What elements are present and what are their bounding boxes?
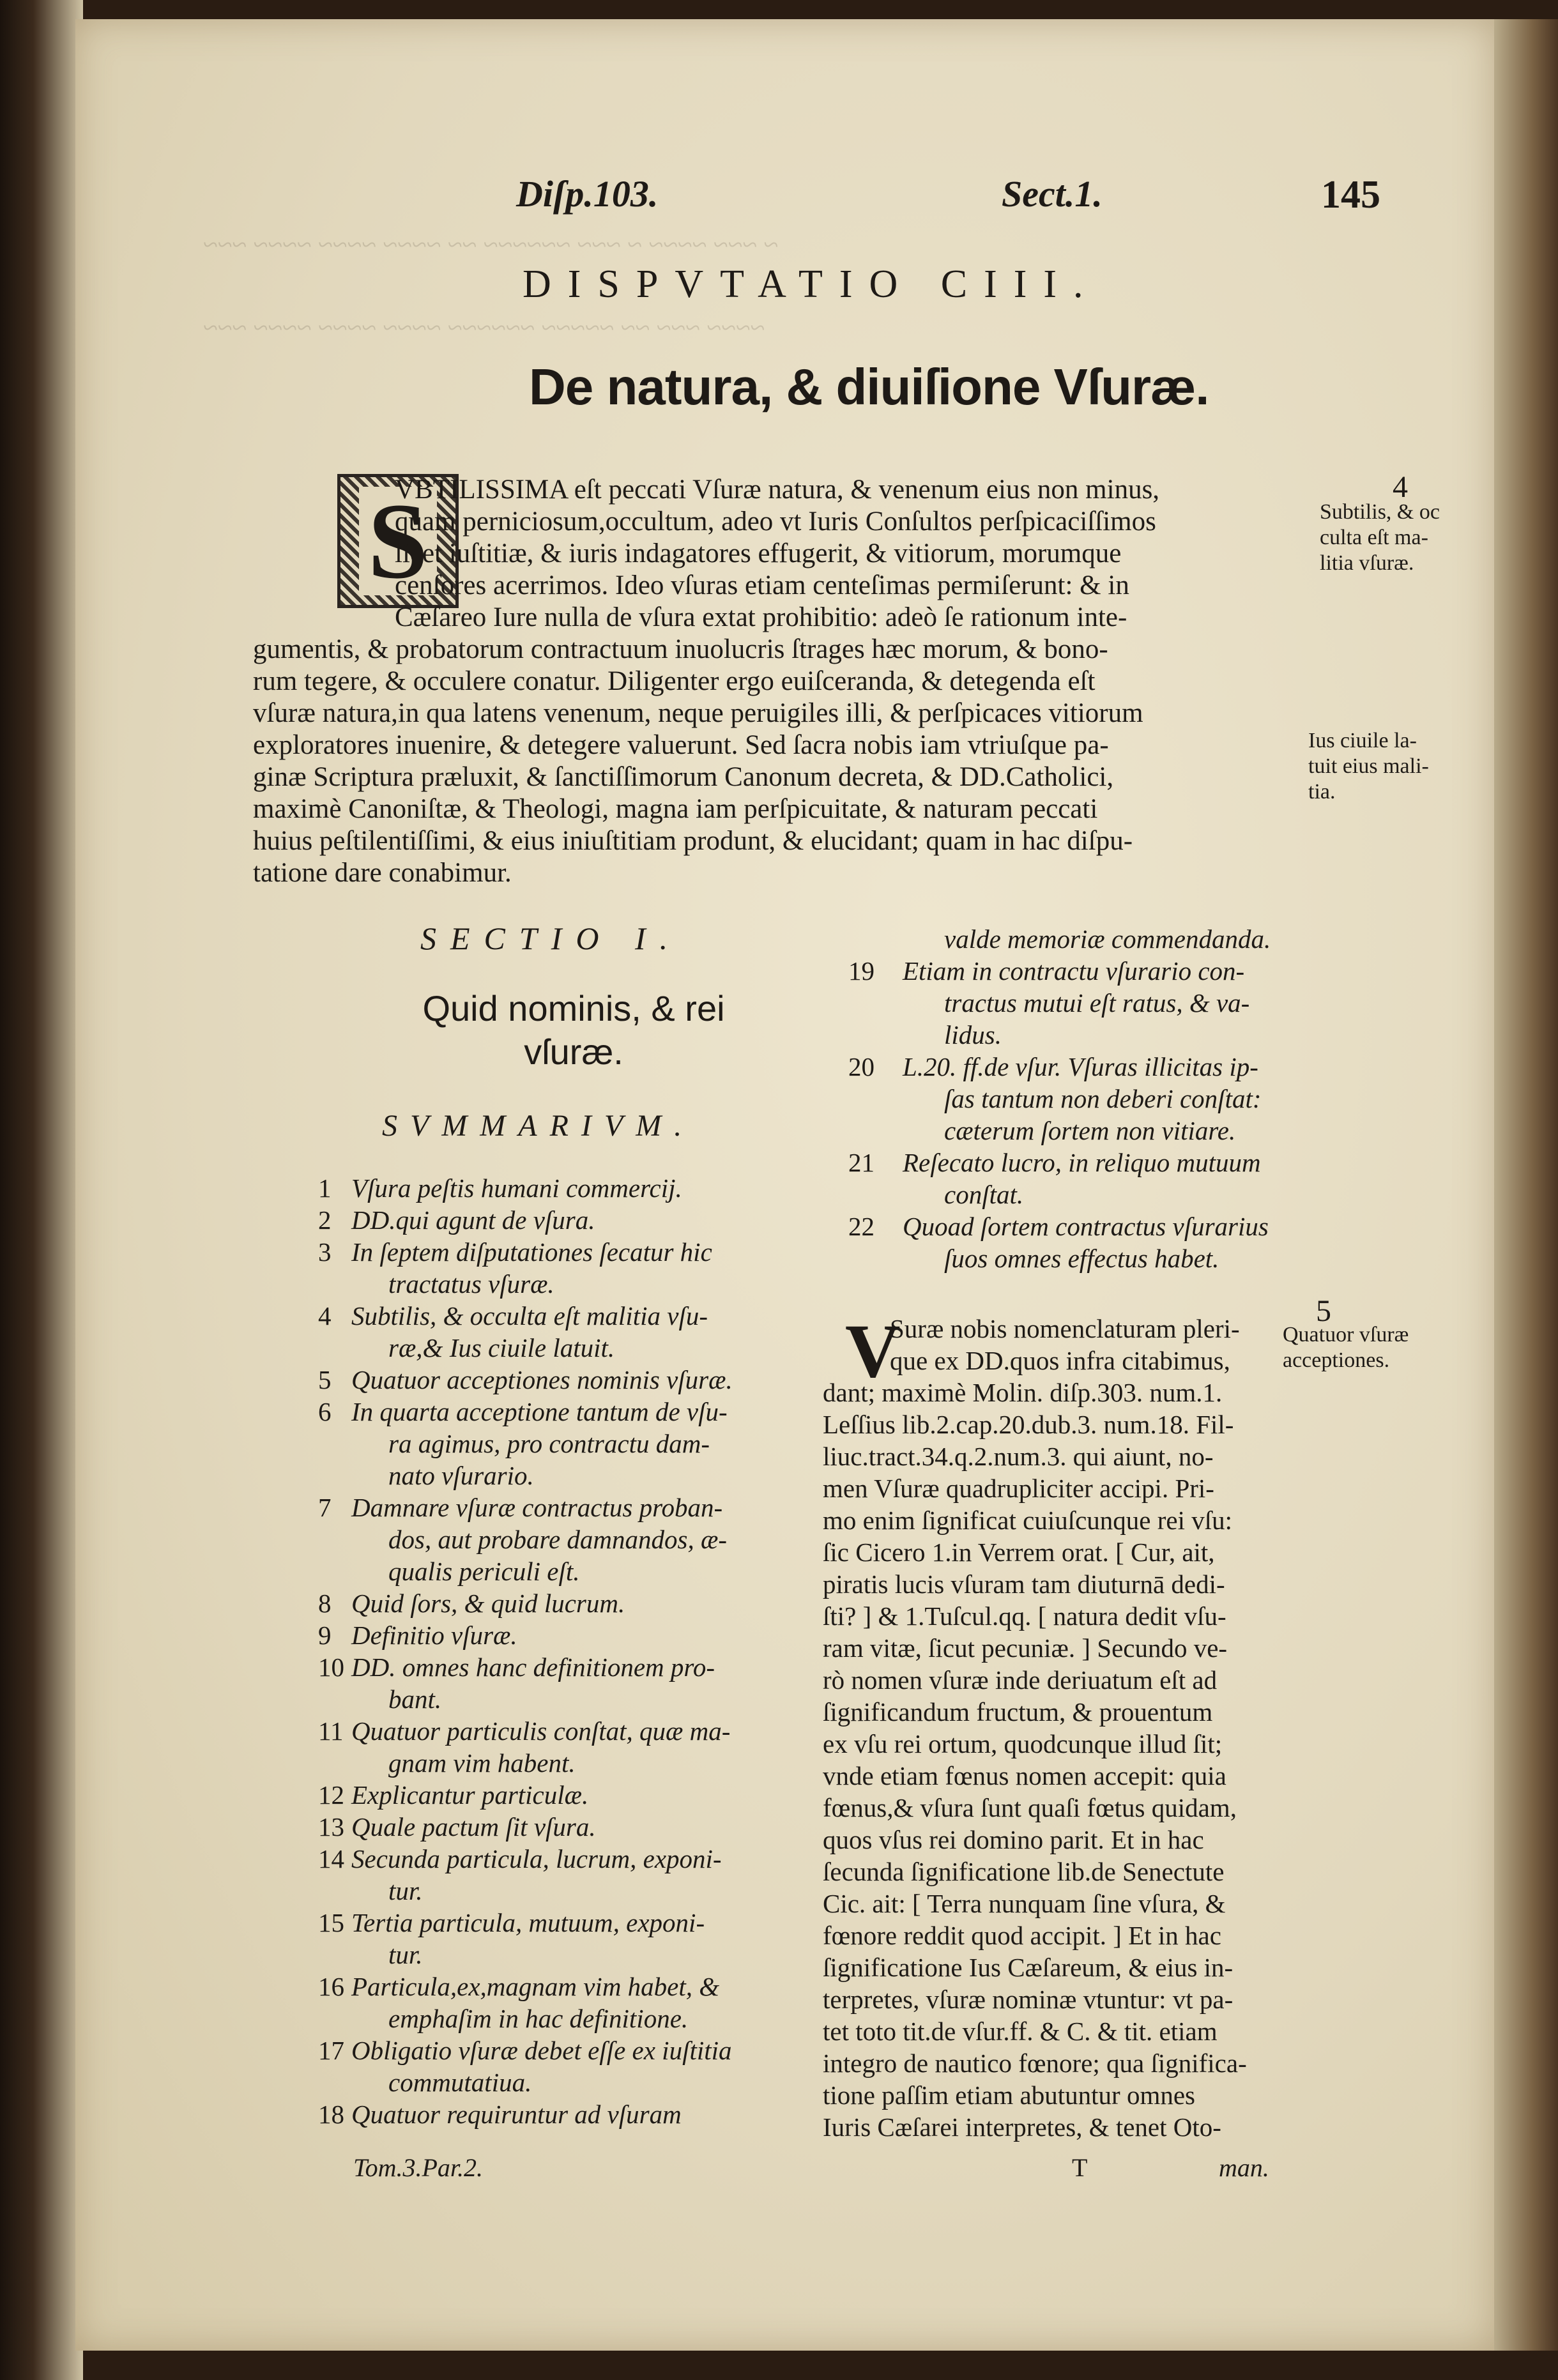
body-line: dant; maximè Molin. diſp.303. num.1. bbox=[823, 1378, 1223, 1407]
margin-note-line: Subtilis, & oc bbox=[1320, 500, 1440, 524]
body-line: tet toto tit.de vſur.ff. & C. & tit. etiam bbox=[823, 2017, 1218, 2046]
summary-number: 21 bbox=[848, 1148, 874, 1177]
summary-number: 7 bbox=[318, 1493, 332, 1522]
summary-text: bant. bbox=[388, 1684, 442, 1714]
summary-number: 3 bbox=[318, 1237, 332, 1267]
summary-number: 14 bbox=[318, 1844, 344, 1873]
margin-note-line: tuit eius mali- bbox=[1308, 754, 1429, 778]
body-initial: V bbox=[845, 1308, 901, 1393]
intro-line: cenſores acerrimos. Ideo vſuras etiam centeſimas permiſerunt: & in bbox=[395, 570, 1129, 600]
body-line: fœnore reddit quod accipit. ] Et in hac bbox=[823, 1921, 1221, 1950]
margin-note bbox=[1308, 728, 1429, 805]
summary-text: ra agimus, pro contractu dam- bbox=[388, 1429, 710, 1458]
summary-number: 19 bbox=[848, 956, 874, 986]
summary-number: 1 bbox=[318, 1173, 332, 1203]
body-line: Cic. ait: [ Terra nunquam ſine vſura, & bbox=[823, 1889, 1226, 1918]
summary-text: Quid ſors, & quid lucrum. bbox=[351, 1589, 625, 1618]
summary-text: tur. bbox=[388, 1940, 423, 1969]
summary-item bbox=[318, 1172, 829, 1204]
section-heading: SECTIO I. bbox=[420, 920, 682, 956]
margin-note-line: Quatuor vſuræ bbox=[1283, 1323, 1409, 1346]
summary-number: 5 bbox=[318, 1365, 332, 1394]
margin-note-line: litia vſuræ. bbox=[1320, 551, 1414, 575]
body-line: ſecunda ſignificatione lib.de Senectute bbox=[823, 1857, 1225, 1886]
summary-item bbox=[318, 1907, 829, 1971]
margin-note bbox=[1320, 500, 1440, 576]
summary-text: gnam vim habent. bbox=[388, 1748, 576, 1778]
summary-text: ſuos omnes effectus habet. bbox=[944, 1244, 1219, 1273]
summary-item bbox=[848, 1210, 1359, 1274]
body-line: ſti? ] & 1.Tuſcul.qq. [ natura dedit vſu- bbox=[823, 1601, 1226, 1631]
summary-text: lidus. bbox=[944, 1020, 1002, 1049]
margin-note-line: Ius ciuile la- bbox=[1308, 729, 1417, 752]
summary-heading: SVMMARIVM. bbox=[382, 1109, 695, 1143]
bleed-through-text: ~~~~ ~~~ ~~ ~~~~~ ~~~~~~ ~~~~ ~~~~ ~~~~ ~~~ bbox=[203, 314, 765, 343]
summary-text: DD.qui agunt de vſura. bbox=[351, 1205, 595, 1235]
left-book-edge bbox=[0, 0, 83, 2380]
summary-text: Particula,ex,magnam vim habet, & bbox=[351, 1972, 720, 2001]
summary-text: Quatuor acceptiones nominis vſuræ. bbox=[351, 1365, 733, 1394]
summary-text: commutatiua. bbox=[388, 2068, 532, 2097]
body-line: piratis lucis vſuram tam diuturnā dedi- bbox=[823, 1569, 1225, 1599]
summary-item bbox=[318, 1811, 829, 1843]
summary-item bbox=[318, 1491, 829, 1587]
book-page bbox=[75, 19, 1494, 2351]
intro-line: Cæſareo Iure nulla de vſura extat prohibitio: adeò ſe rationum inte- bbox=[395, 602, 1127, 632]
summary-number: 11 bbox=[318, 1716, 344, 1746]
drop-cap-letter: S bbox=[359, 487, 438, 595]
body-line: ram vitæ, ſicut pecuniæ. ] Secundo ve- bbox=[823, 1633, 1228, 1663]
summary-item bbox=[318, 1236, 829, 1300]
intro-line: quam perniciosum,occultum, adeo vt Iuris Conſultos perſpicaciſſimos bbox=[395, 507, 1156, 537]
body-line: ſic Cicero 1.in Verrem orat. [ Cur, ait, bbox=[823, 1537, 1215, 1567]
summary-text: In ſeptem diſputationes ſecatur hic bbox=[351, 1237, 712, 1267]
body-line: men Vſuræ quadrupliciter accipi. Pri- bbox=[823, 1474, 1214, 1503]
body-line: integro de nautico fœnore; qua ſignifica- bbox=[823, 2048, 1247, 2078]
summary-text: tractus mutui eſt ratus, & va- bbox=[944, 988, 1250, 1018]
margin-number: 4 bbox=[1393, 470, 1408, 504]
header-section: Sect.1. bbox=[1002, 173, 1103, 215]
summary-text: Quoad ſortem contractus vſurarius bbox=[903, 1212, 1269, 1241]
summary-text: emphaſim in hac definitione. bbox=[388, 2004, 689, 2033]
summary-text: cæterum ſortem non vitiare. bbox=[944, 1116, 1236, 1145]
summary-item bbox=[318, 1971, 829, 2034]
summary-text: ræ,& Ius ciuile latuit. bbox=[388, 1333, 615, 1362]
summary-text: ſas tantum non deberi conſtat: bbox=[944, 1084, 1262, 1113]
summary-number: 17 bbox=[318, 2036, 344, 2065]
summary-text: Reſecato lucro, in reliquo mutuum bbox=[903, 1148, 1261, 1177]
right-book-edge bbox=[1494, 19, 1558, 2351]
body-line: ſignificandum fructum, & prouentum bbox=[823, 1697, 1213, 1727]
intro-line: tatione dare conabimur. bbox=[253, 858, 512, 888]
summary-number: 6 bbox=[318, 1397, 332, 1426]
summary-item bbox=[848, 1147, 1359, 1210]
summary-item bbox=[848, 955, 1359, 1051]
summary-number: 22 bbox=[848, 1212, 874, 1241]
body-line: que ex DD.quos infra citabimus, bbox=[890, 1346, 1230, 1375]
summary-text: Tertia particula, mutuum, exponi- bbox=[351, 1908, 705, 1937]
body-line: fœnus,& vſura ſunt quaſi fœtus quidam, bbox=[823, 1793, 1237, 1822]
body-line: liuc.tract.34.q.2.num.3. qui aiunt, no- bbox=[823, 1442, 1214, 1471]
summary-item bbox=[848, 1051, 1359, 1147]
summary-item bbox=[318, 2034, 829, 2098]
summary-text: Secunda particula, lucrum, exponi- bbox=[351, 1844, 722, 1873]
summary-text: Explicantur particulæ. bbox=[351, 1780, 589, 1810]
body-line: vnde etiam fœnus nomen accepit: quia bbox=[823, 1761, 1226, 1790]
header-disputation: Diſp.103. bbox=[516, 173, 659, 215]
summary-number: 18 bbox=[318, 2100, 344, 2129]
margin-note-line: culta eſt ma- bbox=[1320, 526, 1428, 549]
summary-text: tur. bbox=[388, 1876, 423, 1905]
intro-line: maximè Canoniſtæ, & Theologi, magna iam perſpicuitate, & naturam peccati bbox=[253, 794, 1098, 824]
summary-item bbox=[318, 1779, 829, 1811]
body-line: rò nomen vſuræ inde deriuatum eſt ad bbox=[823, 1665, 1218, 1695]
summary-text: Definitio vſuræ. bbox=[351, 1621, 517, 1650]
intro-line: rum tegere, & occulere conatur. Diligenter ergo euiſceranda, & detegenda eſt bbox=[253, 666, 1096, 696]
summary-text: valde memoriæ commendanda. bbox=[944, 924, 1271, 954]
summary-text: qualis periculi eſt. bbox=[388, 1557, 580, 1586]
intro-line: exploratores inuenire, & detegere valuerunt. Sed ſacra nobis iam vtriuſque pa- bbox=[253, 730, 1109, 760]
summary-number: 13 bbox=[318, 1812, 344, 1842]
summary-text: Subtilis, & occulta eſt malitia vſu- bbox=[351, 1301, 708, 1331]
summary-text: Vſura peſtis humani commercij. bbox=[351, 1173, 682, 1203]
summary-text: DD. omnes hanc definitionem pro- bbox=[351, 1652, 715, 1682]
summary-item bbox=[318, 1587, 829, 1619]
page-number: 145 bbox=[1321, 173, 1380, 217]
summary-item bbox=[318, 1364, 829, 1396]
summary-text: Quale pactum ſit vſura. bbox=[351, 1812, 596, 1842]
summary-item bbox=[318, 1204, 829, 1236]
margin-note bbox=[1283, 1322, 1409, 1373]
summary-number: 15 bbox=[318, 1908, 344, 1937]
summary-text: In quarta acceptione tantum de vſu- bbox=[351, 1397, 728, 1426]
summary-item bbox=[318, 1651, 829, 1715]
body-line: Leſſius lib.2.cap.20.dub.3. num.18. Fil- bbox=[823, 1410, 1234, 1439]
bleed-through-text: ~ ~~~ ~~~~ ~ ~~~ ~~~~~~ ~~ ~~~~ ~~~~ ~~~~ ~~~ bbox=[203, 231, 779, 260]
body-line: ſignificatione Ius Cæſareum, & eius in- bbox=[823, 1953, 1233, 1982]
signature-mark: T bbox=[1072, 2153, 1088, 2182]
margin-note-line: tia. bbox=[1308, 780, 1336, 804]
body-line: Suræ nobis nomenclaturam pleri- bbox=[890, 1314, 1240, 1343]
intro-line: VBTILISSIMA eſt peccati Vſuræ natura, & venenum eius non minus, bbox=[395, 475, 1160, 505]
margin-note-line: acceptiones. bbox=[1283, 1348, 1390, 1372]
summary-text: Etiam in contractu vſurario con- bbox=[903, 956, 1245, 986]
summary-item bbox=[318, 1300, 829, 1364]
margin-number: 5 bbox=[1316, 1294, 1331, 1328]
summary-text: Obligatio vſuræ debet eſſe ex iuſtitia bbox=[351, 2036, 732, 2065]
summary-item bbox=[318, 1619, 829, 1651]
intro-line: vſuræ natura,in qua latens venenum, neque peruigiles illi, & perſpicaces vitiorum bbox=[253, 698, 1143, 728]
disputation-title: DISPVTATIO CIII. bbox=[523, 263, 1100, 306]
body-line: terpretes, vſuræ nominæ vtuntur: vt pa- bbox=[823, 1985, 1233, 2014]
intro-line: licet iuſtitiæ, & iuris indagatores effugerit, & vitiorum, morumque bbox=[395, 538, 1122, 568]
summary-text: L.20. ff.de vſur. Vſuras illicitas ip- bbox=[903, 1052, 1258, 1081]
section-title: Quid nominis, & rei vſuræ. bbox=[422, 988, 725, 1072]
intro-line: ginæ Scriptura præluxit, & ſanctiſſimorum Canonum decreta, & DD.Catholici, bbox=[253, 762, 1114, 792]
summary-item bbox=[318, 2098, 829, 2130]
body-line: mo enim ſignificat cuiuſcunque rei vſu: bbox=[823, 1506, 1233, 1535]
summary-item bbox=[318, 1715, 829, 1779]
summary-number: 4 bbox=[318, 1301, 332, 1331]
main-title: De natura, & diuiſione Vſuræ. bbox=[529, 358, 1209, 415]
summary-text: nato vſurario. bbox=[388, 1461, 534, 1490]
volume-note: Tom.3.Par.2. bbox=[353, 2153, 484, 2182]
summary-text: Damnare vſuræ contractus proban- bbox=[351, 1493, 723, 1522]
summary-number: 12 bbox=[318, 1780, 344, 1810]
body-line: quos vſus rei domino parit. Et in hac bbox=[823, 1825, 1204, 1854]
body-line: Iuris Cæſarei interpretes, & tenet Oto- bbox=[823, 2112, 1221, 2142]
body-line: tione paſſim etiam abutuntur omnes bbox=[823, 2080, 1195, 2110]
summary-number: 9 bbox=[318, 1621, 332, 1650]
summary-text: Quatuor particulis conſtat, quæ ma- bbox=[351, 1716, 731, 1746]
summary-text: dos, aut probare damnandos, æ- bbox=[388, 1525, 727, 1554]
summary-text: conſtat. bbox=[944, 1180, 1024, 1209]
summary-item bbox=[318, 1396, 829, 1491]
summary-number: 16 bbox=[318, 1972, 344, 2001]
summary-number: 2 bbox=[318, 1205, 332, 1235]
summary-number: 20 bbox=[848, 1052, 874, 1081]
summary-number: 10 bbox=[318, 1652, 344, 1682]
summary-text: Quatuor requiruntur ad vſuram bbox=[351, 2100, 682, 2129]
summary-item bbox=[848, 923, 1359, 955]
summary-number: 8 bbox=[318, 1589, 332, 1618]
body-line: ex vſu rei ortum, quodcunque illud ſit; bbox=[823, 1729, 1223, 1758]
intro-line: gumentis, & probatorum contractuum inuolucris ſtrages hæc morum, & bono- bbox=[253, 634, 1108, 664]
catchword: man. bbox=[1219, 2153, 1269, 2182]
intro-line: huius peſtilentiſſimi, & eius iniuſtitiam produnt, & elucidant; quam in hac diſpu- bbox=[253, 826, 1133, 856]
summary-item bbox=[318, 1843, 829, 1907]
summary-text: tractatus vſuræ. bbox=[388, 1269, 554, 1299]
